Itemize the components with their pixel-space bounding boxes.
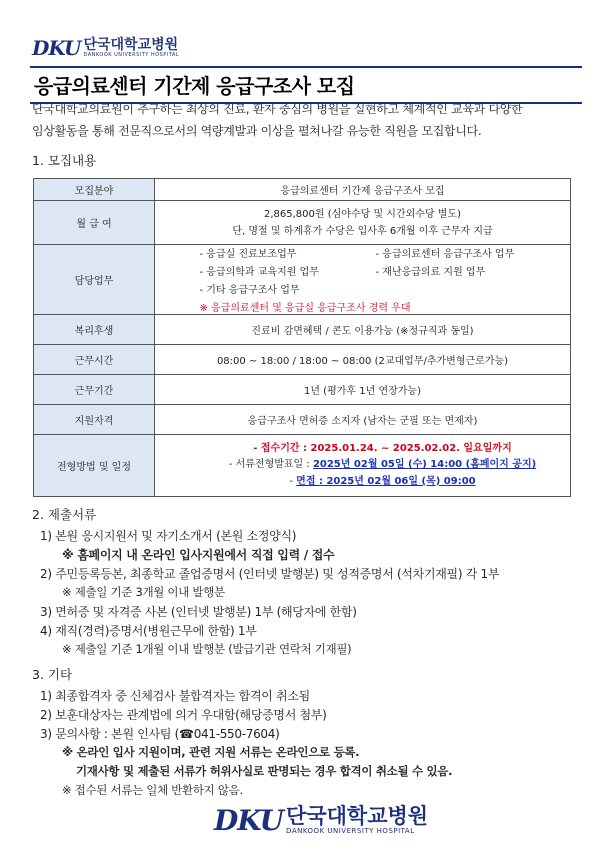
table-row: [34, 345, 571, 375]
table-row: [34, 435, 571, 497]
document-result-highlight: 2025년 02월 05일 (수) 14:00 (홈페이지 공지): [312, 459, 537, 471]
table-row: [34, 315, 571, 345]
duty-item: - 응급의학과 교육지원 업무: [199, 267, 319, 278]
table-row: [34, 201, 571, 245]
qualification-label: 지원자격: [34, 405, 155, 435]
hospital-logo-bottom: [214, 804, 428, 837]
logo-name: 단국대학교병원: [83, 37, 179, 53]
salary-line-1: 2,865,800원 (심야수당 및 시간외수당 별도): [264, 208, 461, 220]
salary-value: [155, 201, 571, 245]
document-item: 3) 면허증 및 자격증 사본 (인터넷 발행분) 1부 (해당자에 한함): [40, 605, 357, 619]
page-title: 응급의료센터 기간제 응급구조사 모집: [30, 66, 582, 104]
intro-line-2: 임상활동을 통해 전문직으로서의 역량계발과 이상을 펼쳐나갈 유능한 직원을 모집합니다.: [32, 124, 482, 138]
duty-item: - 응급의료센터 응급구조사 업무: [375, 249, 515, 260]
duty-item: - 재난응급의료 지원 업무: [375, 267, 486, 278]
recruitment-table: [33, 178, 571, 497]
document-item: 2) 주민등록등본, 최종학교 졸업증명서 (인터넷 발행분) 및 성적증명서 (석차기재필) 각 1부: [40, 567, 500, 581]
logo-mark: DKU: [32, 36, 81, 60]
duties-note: ※ 응급의료센터 및 응급실 응급구조사 경력 우대: [199, 303, 411, 314]
document-result-date: - 서류전형발표일 : 2025년 02월 05일 (수) 14:00 (홈페이지 공지): [228, 459, 537, 471]
table-row: [34, 375, 571, 405]
hospital-logo-top: [32, 36, 179, 60]
table-row: [34, 179, 571, 201]
intro-line-1: 단국대학교의료원이 추구하는 최상의 진료, 환자 중심의 병원을 실현하고 체계적인 교육과 다양한: [32, 102, 523, 116]
period-value: 1년 (평가후 1년 연장가능): [155, 375, 571, 405]
hours-value: 08:00 ~ 18:00 / 18:00 ~ 08:00 (2교대업무/추가변형근로가능): [155, 345, 571, 375]
welfare-label: 복리후생: [34, 315, 155, 345]
logo-english: DANKOOK UNIVERSITY HOSPITAL: [286, 827, 415, 835]
qualification-value: 응급구조사 면허증 소지자 (남자는 군필 또는 면제자): [155, 405, 571, 435]
logo-mark: DKU: [214, 804, 284, 837]
document-note: ※ 제출일 기준 1개월 이내 발행분 (발급기관 연락처 기재필): [62, 642, 352, 656]
process-label: 전형방법 및 일정: [34, 435, 155, 497]
intro-text: [32, 98, 582, 142]
duties-label: 담당업무: [34, 245, 155, 315]
duty-item: - 기타 응급구조사 업무: [199, 285, 300, 296]
document-note: ※ 제출일 기준 3개월 이내 발행분: [62, 585, 225, 599]
interview-highlight: 면접 : 2025년 02월 06일 (목) 09:00: [296, 475, 476, 487]
logo-name: 단국대학교병원: [286, 804, 429, 828]
application-period: - 접수기간 : 2025.01.24. ~ 2025.02.02. 일요일까지: [253, 442, 512, 454]
etc-note-return: ※ 접수된 서류는 일체 반환하지 않음.: [62, 783, 243, 797]
section-heading-documents: 2. 제출서류: [32, 507, 97, 522]
process-value: [155, 435, 571, 497]
period-label: 근무기간: [34, 375, 155, 405]
hours-label: 근무시간: [34, 345, 155, 375]
document-note: ※ 홈페이지 내 온라인 입사지원에서 직접 입력 / 접수: [62, 548, 335, 562]
document-item: 1) 본원 응시지원서 및 자기소개서 (본원 소정양식): [40, 529, 297, 543]
etc-item: 2) 보훈대상자는 관계법에 의거 우대함(해당증명서 첨부): [40, 708, 327, 722]
duties-value: [155, 245, 571, 315]
logo-english: DANKOOK UNIVERSITY HOSPITAL: [83, 52, 180, 58]
table-row: [34, 245, 571, 315]
salary-label: 월 급 여: [34, 201, 155, 245]
field-value: 응급의료센터 기간제 응급구조사 모집: [155, 179, 571, 201]
etc-note-false-info: 기재사항 및 제출된 서류가 허위사실로 판명되는 경우 합격이 취소될 수 있음.: [76, 764, 453, 778]
etc-item: 1) 최종합격자 중 신체검사 불합격자는 합격이 취소됨: [40, 689, 310, 703]
duty-item: - 응급실 진료보조업무: [199, 249, 297, 260]
interview-date: - 면접 : 2025년 02월 06일 (목) 09:00: [289, 475, 476, 487]
duties-list: [155, 245, 570, 314]
etc-item-contact: 3) 문의사항 : 본원 인사팀 (☎041-550-7604): [40, 727, 280, 741]
welfare-value: 진료비 감면혜택 / 콘도 이용가능 (※정규직과 동일): [155, 315, 571, 345]
section-heading-recruitment: 1. 모집내용: [32, 153, 97, 168]
etc-note-online: ※ 온라인 입사 지원이며, 관련 지원 서류는 온라인으로 등록.: [62, 745, 360, 759]
table-row: [34, 405, 571, 435]
section-heading-etc: 3. 기타: [32, 667, 73, 682]
salary-line-2: 단, 명절 및 하계휴가 수당은 입사후 6개월 이후 근무자 지급: [232, 225, 493, 237]
document-item: 4) 재직(경력)증명서(병원근무에 한함) 1부: [40, 624, 257, 638]
field-label: 모집분야: [34, 179, 155, 201]
